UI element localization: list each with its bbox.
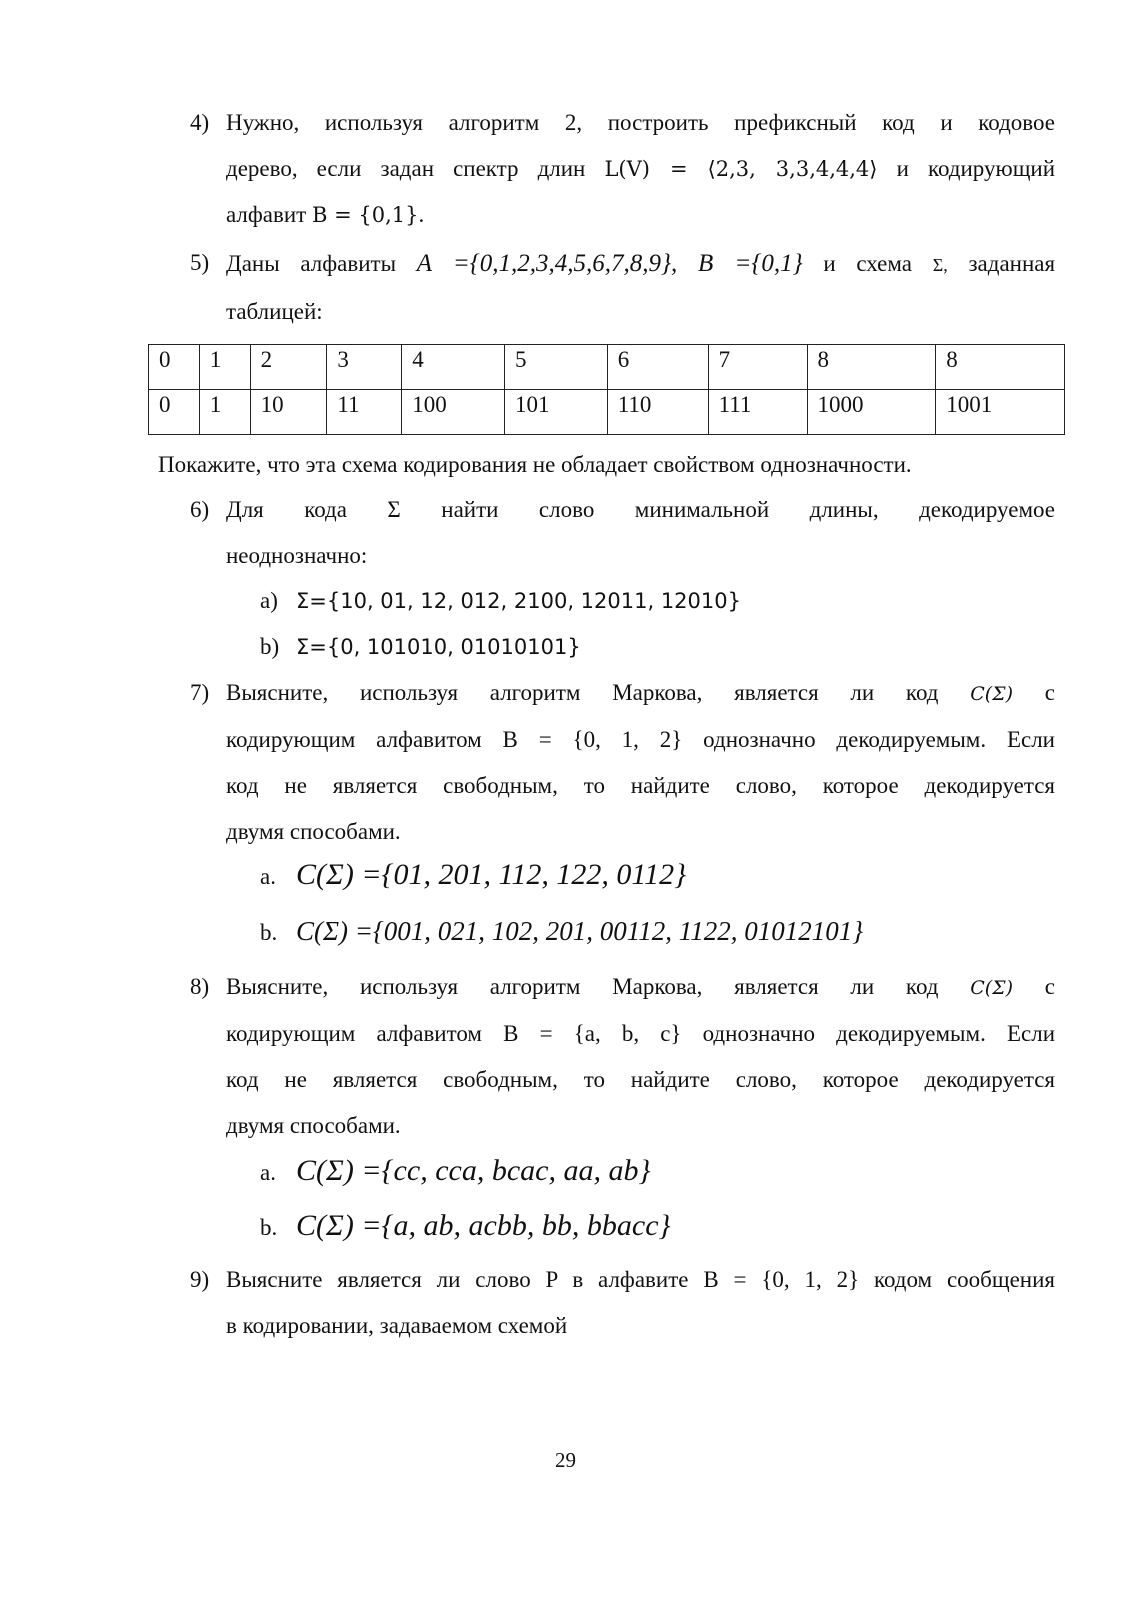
table-cell: 7 [708,345,807,390]
exercise-8-option-b: b. C(Σ) ={a, ab, acbb, bb, bbacc} [260,1209,671,1242]
table-cell: 0 [149,390,200,435]
exercise-7-line-4: двумя способами. [226,819,401,844]
table-cell: 8 [936,345,1065,390]
table-cell: 2 [250,345,327,390]
table-cell: 6 [607,345,708,390]
exercise-4 [190,100,1055,238]
sigma-symbol: Σ, [932,255,948,275]
exercise-6-line-2: неоднозначно: [226,543,368,568]
table-cell: 11 [327,390,402,435]
exercise-number: 7) [190,680,210,705]
exercise-4-line-1: Нужно, используя алгоритм 2, построить префиксный код и кодовое [226,110,1055,135]
exercise-number: 5) [190,250,210,275]
exercise-7-line-1: Выясните, используя алгоритм Маркова, является ли код C(Σ) с [226,680,1055,705]
exercise-number: 4) [190,110,210,135]
exercise-4-line-3: алфавит B = {0,1}. [226,202,425,227]
exercise-9 [190,1257,1055,1349]
exercise-6 [190,487,1055,579]
code-symbol: C(Σ) [970,683,1014,705]
table-cell: 8 [807,345,936,390]
exercise-8-line-2: кодирующим алфавитом B = {a, b, c} однозначно декодируемым. Если [226,1021,1055,1046]
exercise-7-line-2: кодирующим алфавитом B = {0, 1, 2} однозначно декодируемым. Если [226,727,1055,752]
exercise-9-line-2: в кодировании, задаваемом схемой [226,1313,568,1338]
code-set-formula: C(Σ) ={cc, cca, bcac, aa, ab} [296,1154,651,1187]
code-set-formula: Σ={0, 101010, 01010101} [296,635,581,659]
length-spectrum-formula: L(V) = ⟨2,3, 3,3,4,4,4⟩ [604,157,878,181]
table-cell: 111 [708,390,807,435]
coding-scheme-table [148,344,1065,435]
table-cell: 0 [149,345,200,390]
table-cell: 1 [199,345,250,390]
exercise-8-line-4: двумя способами. [226,1113,401,1138]
exercise-7-line-3: код не является свободным, то найдите слово, которое декодируется [226,773,1055,798]
alphabet-formula: B = {0,1} [311,203,419,227]
exercise-5-line-1: Даны алфавиты A ={0,1,2,3,4,5,6,7,8,9}, B ={0,1} и схема Σ, заданная [226,250,1056,277]
exercise-4-line-2: дерево, если задан спектр длин L(V) = ⟨2,3, 3,3,4,4,4⟩ и кодирующий [226,156,1056,181]
table-cell: 5 [505,345,608,390]
table-row [149,345,1065,390]
exercise-5-line-2: таблицей: [226,299,323,324]
exercise-9-line-1: Выясните является ли слово P в алфавите B = {0, 1, 2} кодом сообщения [226,1267,1055,1292]
table-conclusion-text: Покажите, что эта схема кодирования не обладает свойством однозначности. [158,452,912,477]
exercise-6-line-1: Для кода Σ найти слово минимальной длины, декодируемое [226,497,1055,522]
table-cell: 101 [505,390,608,435]
code-symbol: C(Σ) [970,977,1014,999]
table-cell: 1 [199,390,250,435]
table-cell: 1001 [936,390,1065,435]
alphabet-a-formula: A ={0,1,2,3,4,5,6,7,8,9}, [416,250,678,277]
table-cell: 4 [402,345,505,390]
exercise-5 [190,240,1055,335]
table-cell: 110 [607,390,708,435]
table-cell: 100 [402,390,505,435]
exercise-number: 9) [190,1267,210,1292]
exercise-8-option-a: a. C(Σ) ={cc, cca, bcac, aa, ab} [260,1154,651,1187]
exercise-number: 8) [190,974,210,999]
exercise-7-option-b: b. C(Σ) ={001, 021, 102, 201, 00112, 1122, 01012101} [260,916,864,946]
exercise-8 [190,964,1055,1149]
exercise-8-line-1: Выясните, используя алгоритм Маркова, является ли код C(Σ) с [226,974,1055,999]
exercise-number: 6) [190,497,210,522]
exercise-7 [190,670,1055,855]
alphabet-b-formula: B ={0,1} [697,250,803,277]
exercise-7-option-a: a. C(Σ) ={01, 201, 112, 122, 0112} [260,858,687,891]
code-set-formula: Σ={10, 01, 12, 012, 2100, 12011, 12010} [296,589,741,613]
exercise-8-line-3: код не является свободным, то найдите слово, которое декодируется [226,1067,1055,1092]
page-number: 29 [555,1448,576,1472]
code-set-formula: C(Σ) ={a, ab, acbb, bb, bbacc} [296,1209,671,1242]
exercise-6-option-a: a) Σ={10, 01, 12, 012, 2100, 12011, 12010} [260,588,741,613]
table-row [149,390,1065,435]
table-cell: 10 [250,390,327,435]
table-cell: 3 [327,345,402,390]
exercise-6-option-b: b) Σ={0, 101010, 01010101} [260,634,581,659]
code-set-formula: C(Σ) ={001, 021, 102, 201, 00112, 1122, 01012101} [296,916,864,946]
table-cell: 1000 [807,390,936,435]
code-set-formula: C(Σ) ={01, 201, 112, 122, 0112} [296,858,687,891]
